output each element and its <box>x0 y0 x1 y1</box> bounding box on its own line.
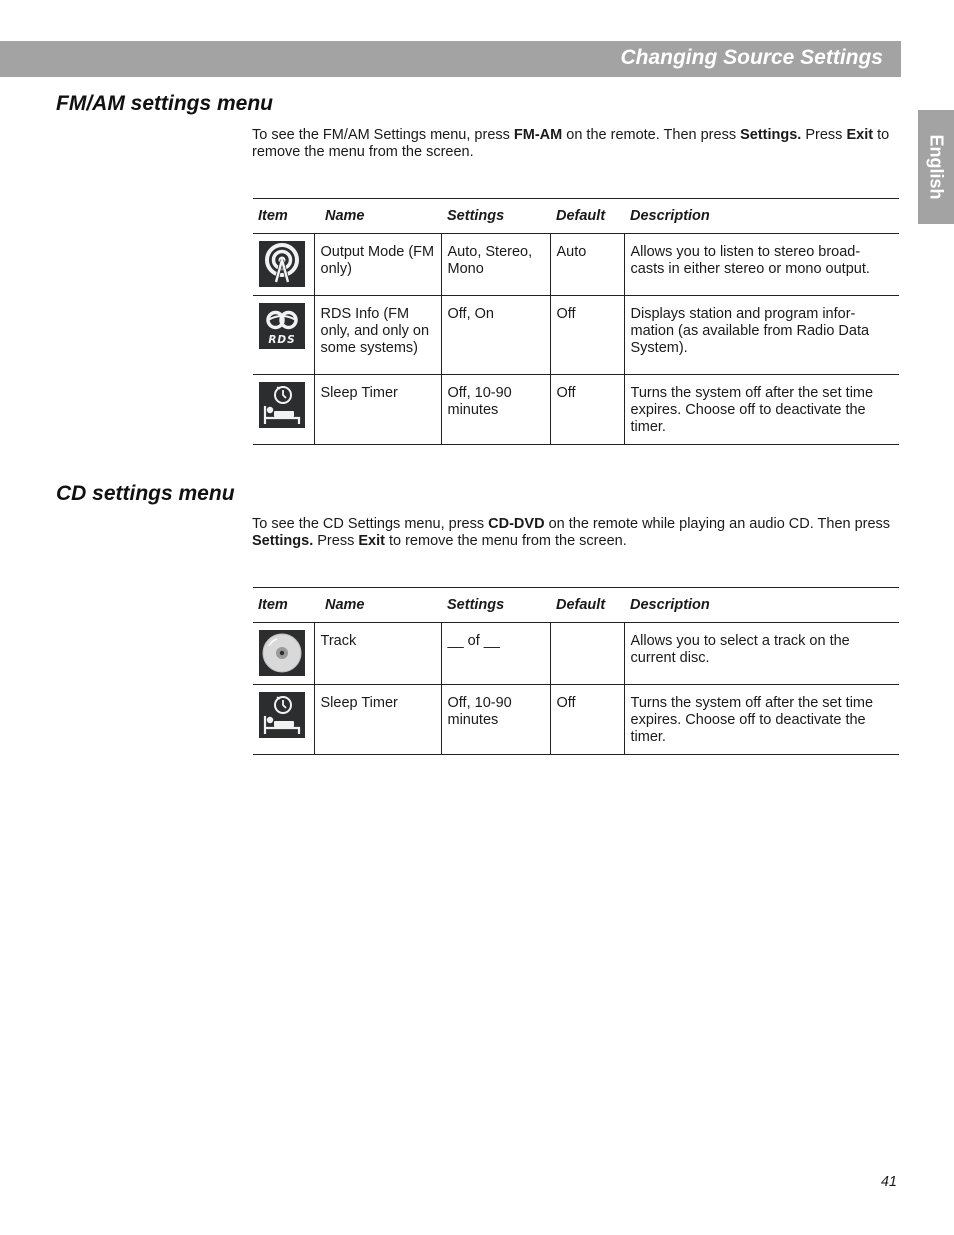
description-cell: Allows you to select a track on the current disc. <box>624 623 899 685</box>
column-header-default: Default <box>550 199 624 234</box>
sleep-timer-icon <box>259 382 305 428</box>
rds-icon-label: RDS <box>268 334 296 346</box>
table-row <box>253 234 899 296</box>
column-header-name: Name <box>314 199 441 234</box>
item-cell <box>253 296 314 375</box>
default-cell <box>550 623 624 685</box>
item-cell <box>253 375 314 445</box>
column-header-description: Description <box>624 199 899 234</box>
disc-icon <box>259 630 305 676</box>
name-cell: Sleep Timer <box>314 375 441 445</box>
name-cell: RDS Info (FM only, and only on some systems) <box>314 296 441 375</box>
rds-icon <box>259 303 305 349</box>
settings-cell: Auto, Stereo, Mono <box>441 234 550 296</box>
name-cell: Track <box>314 623 441 685</box>
column-header-name: Name <box>314 588 441 623</box>
item-cell <box>253 623 314 685</box>
fm-settings-table <box>253 198 899 445</box>
settings-cell: __ of __ <box>441 623 550 685</box>
default-cell: Auto <box>550 234 624 296</box>
fm-intro-text: To see the FM/AM Settings menu, press FM-AM on the remote. Then press Settings. Press Exit to remove the menu from the screen. <box>252 127 890 160</box>
description-cell: Allows you to listen to stereo broad-casts in either stereo or mono output. <box>624 234 899 296</box>
settings-cell: Off, On <box>441 296 550 375</box>
language-tab <box>918 110 954 224</box>
table-row <box>253 685 899 755</box>
table-header-row <box>253 588 899 623</box>
name-cell: Output Mode (FM only) <box>314 234 441 296</box>
column-header-item: Item <box>253 588 314 623</box>
radio-antenna-icon <box>259 241 305 287</box>
item-cell <box>253 234 314 296</box>
settings-cell: Off, 10-90 minutes <box>441 375 550 445</box>
settings-cell: Off, 10-90 minutes <box>441 685 550 755</box>
sleep-timer-icon <box>259 692 305 738</box>
column-header-description: Description <box>624 588 899 623</box>
cd-intro-text: To see the CD Settings menu, press CD-DVD on the remote while playing an audio CD. Then press Settings. Press Exit to remove the menu from the screen. <box>252 516 891 549</box>
column-header-default: Default <box>550 588 624 623</box>
table-row <box>253 296 899 375</box>
language-tab-label: English <box>926 134 947 200</box>
cd-section-title: CD settings menu <box>56 482 235 505</box>
description-cell: Turns the system off after the set time expires. Choose off to deactivate the timer. <box>624 375 899 445</box>
column-header-settings: Settings <box>441 588 550 623</box>
description-cell: Displays station and program infor-mation (as available from Radio Data System). <box>624 296 899 375</box>
description-cell: Turns the system off after the set time expires. Choose off to deactivate the timer. <box>624 685 899 755</box>
page-number: 41 <box>880 1174 897 1190</box>
table-header-row <box>253 199 899 234</box>
header-bar <box>0 41 901 77</box>
page-header-title: Changing Source Settings <box>620 46 883 69</box>
column-header-settings: Settings <box>441 199 550 234</box>
name-cell: Sleep Timer <box>314 685 441 755</box>
fm-section-title: FM/AM settings menu <box>56 92 274 115</box>
cd-settings-table <box>253 587 899 755</box>
table-row <box>253 375 899 445</box>
default-cell: Off <box>550 685 624 755</box>
default-cell: Off <box>550 296 624 375</box>
table-row <box>253 623 899 685</box>
item-cell <box>253 685 314 755</box>
default-cell: Off <box>550 375 624 445</box>
column-header-item: Item <box>253 199 314 234</box>
